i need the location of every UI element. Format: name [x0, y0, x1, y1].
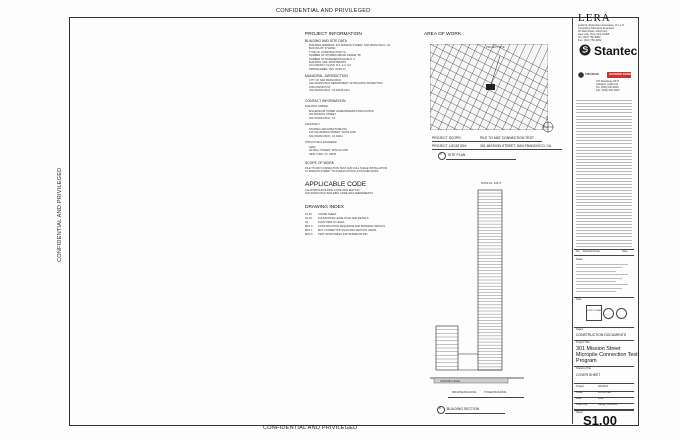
ruled-line [576, 137, 632, 138]
drawing-index-name: FOUNDATION LEVEL PLAN AND DETAILS [318, 217, 369, 220]
ruled-line [576, 156, 632, 157]
scope-line: AT MISSION STREET TO ASSESS INSTALLATION METHODS [305, 170, 379, 174]
architect-title: ARCHITECT [305, 123, 320, 126]
project-site-label: PROJECT SITE [486, 46, 505, 49]
seal-circle-1 [603, 308, 614, 319]
site-plan-title: SITE PLAN [448, 153, 466, 157]
ruled-line [576, 199, 632, 200]
ruled-line [576, 218, 632, 219]
structural-line: 40 WALL STREET, 50TH FLOOR [309, 149, 348, 153]
structural-title: STRUCTURAL ENGINEER [305, 141, 337, 144]
ruled-line [576, 153, 632, 154]
lera-address-line: 40 Wall Street, 23rd Floor [578, 29, 608, 33]
podium-outline [458, 354, 502, 370]
site-plan-title-rule [446, 159, 516, 160]
structural-line: NEW YORK, NY 10005 [309, 152, 337, 156]
titleblock-divider [572, 17, 573, 424]
owner-title: BUILDING OWNER [305, 105, 328, 108]
contact-title: CONTACT INFORMATION [305, 99, 346, 103]
ruled-line [576, 181, 632, 182]
revision-table-bottom [574, 255, 634, 256]
ruled-line [576, 209, 632, 210]
building-data-line: OCCUPANCY CLASS: R-2, A-3, S-2 [309, 64, 351, 68]
drawing-index-name: PLAN VIEW AT LEVEL [318, 221, 345, 224]
tower-label: TOWER BUILDING [484, 391, 507, 394]
ruled-line [576, 106, 632, 107]
seal-label: Seal [576, 298, 582, 301]
ruled-line [576, 202, 632, 203]
seal-circle-2 [616, 308, 627, 319]
structural-line: LERA [309, 146, 316, 149]
lera-address-line: Tel: (212) 750-9000 [578, 35, 601, 39]
notes-label: Notes [576, 258, 583, 261]
stantec-logo-text: Stantec [594, 44, 638, 58]
scope-title: SCOPE OF WORK [305, 161, 335, 165]
scope-line: PILE TO MAT CONNECTION TEST AND FULL SCALE INSTALLATION [305, 167, 388, 170]
ruled-line [576, 190, 632, 191]
partner-address-line: Oakland, California [596, 82, 619, 86]
note-text-line [576, 271, 616, 272]
north-label: N [546, 116, 548, 119]
owner-line: SAN FRANCISCO, CA [309, 116, 336, 120]
project-site-marker [486, 84, 495, 90]
note-text-line [576, 291, 616, 292]
site-plan-marker-label: A [440, 153, 442, 156]
ruled-line [576, 159, 632, 160]
status-value: CONSTRUCTION DOCUMENTS [576, 333, 627, 337]
building-data-line: TYPE OF CONSTRUCTION: IA [309, 50, 346, 54]
professional-seal-text: STRUCTURAL [587, 310, 602, 312]
midrise-label: MID-RISE BUILDING [452, 391, 477, 394]
ruled-line [576, 230, 632, 231]
ruled-line [576, 112, 632, 113]
lera-address-line: Fax: (212) 750-9002 [578, 38, 602, 42]
drawing-index-number: MP2.0 [305, 233, 313, 236]
building-data-line: BUILDING ADDRESS: 301 MISSION STREET, SAN FRANCISCO, CA [309, 44, 391, 47]
project-location-label: PROJECT LOCATION: [432, 144, 467, 148]
ruled-line [576, 109, 632, 110]
building-section-title: BUILDING SECTION [447, 407, 480, 411]
ruled-line [576, 178, 632, 179]
project-scope-value: PILE TO MAT CONNECTION TEST [480, 136, 534, 140]
confidential-banner-bottom: CONFIDENTIAL AND PRIVILEGED [263, 425, 358, 431]
meta-value: AS NOTED [598, 391, 612, 394]
note-text-line [576, 274, 628, 275]
building-data-line: BLOCK/LOT: 3719/001 [309, 47, 336, 51]
meta-top-rule [574, 383, 634, 384]
sheet-border [69, 17, 639, 426]
project-info-title: PROJECT INFORMATION [305, 32, 362, 37]
engineer-seal [586, 305, 602, 321]
treviicos-name: TREVIICOS [585, 73, 599, 76]
note-text-line [576, 264, 628, 265]
ruled-line [576, 212, 632, 213]
status-label: Status [576, 328, 584, 331]
meta-key: Project [576, 385, 585, 388]
ruled-line [576, 246, 632, 247]
note-text-line [576, 284, 628, 285]
ruled-line [576, 103, 632, 104]
meta-value: 2018 [598, 397, 604, 400]
meta-key: Scale [576, 391, 583, 394]
section-marker-label: B [439, 407, 441, 410]
stantec-logo-icon [579, 44, 591, 56]
ruled-line [576, 240, 632, 241]
drawing-title-value: COVER SHEET [576, 373, 601, 377]
lera-address-line: Leslie E. Robertson Associates, R.L.L.P. [578, 24, 625, 27]
meta-key: Drawn By [576, 403, 588, 406]
sheet-number-top-rule [574, 410, 634, 411]
partner-address-line: Fax: (000) 000-0000 [596, 88, 620, 92]
vicinity-map [430, 44, 548, 130]
owner-line: 301 MISSION STREET [309, 113, 336, 117]
meta-value: Design Reviewer [598, 403, 618, 406]
municipal-line: SAN FRANCISCO, CA 94103-2414 [309, 89, 350, 93]
project-title-line-2: Micropile Connection Test [576, 352, 638, 358]
ruled-line [576, 168, 632, 169]
ruled-line [576, 140, 632, 141]
sheet-number-label: Sheet [576, 411, 583, 414]
date-header: Date [622, 250, 628, 253]
ruled-line [576, 128, 632, 129]
architect-line: STANTEC ARCHITECTURE INC. [309, 128, 348, 131]
ruled-line [576, 227, 632, 228]
drawing-title-label: Drawing Title [576, 367, 591, 370]
building-section-drawing [428, 186, 528, 398]
lera-address-line: New York, New York 10005 [578, 32, 610, 36]
project-title-line-1: 301 Mission Street [576, 346, 621, 352]
architect-line: 100 CALIFORNIA STREET, SUITE 1000 [309, 131, 356, 135]
status-top-rule [574, 327, 634, 328]
code-line: CALIFORNIA BUILDING CODE 2016 EDITION [305, 189, 360, 192]
north-arrow-icon [541, 120, 555, 134]
ruled-line [576, 125, 632, 126]
meta-key: Date [576, 397, 582, 400]
confidential-banner-side: CONFIDENTIAL AND PRIVILEGED [57, 167, 63, 262]
ruled-line [576, 119, 632, 120]
drawing-index-number: S1.00 [305, 213, 312, 216]
drawing-index-name: COVER SHEET [318, 213, 337, 216]
project-title-line-3: Program [576, 358, 597, 364]
ruled-line [576, 233, 632, 234]
ruled-line [576, 171, 632, 172]
note-text-line [576, 288, 622, 289]
ruled-line [576, 243, 632, 244]
ruled-line [576, 193, 632, 194]
note-text-line [576, 281, 616, 282]
ruled-line [576, 196, 632, 197]
drawing-index-name: MAT CONNECTION PLAN AND SECTION VIEWS [318, 229, 377, 232]
building-data-line: SPRINKLERED: YES, NFPA 13 [309, 67, 346, 71]
note-text-line [576, 267, 622, 268]
ruled-line [576, 131, 632, 132]
municipal-line: 1660 MISSION ST [309, 85, 331, 89]
drawing-index-number: MP1.0 [305, 225, 313, 228]
ruled-line [576, 100, 632, 101]
ruled-line [576, 143, 632, 144]
area-of-work-title: AREA OF WORK [424, 32, 462, 37]
roof-label: ROOF EL. 645'-0" [481, 182, 502, 185]
section-title-rule [445, 413, 505, 414]
ruled-line [576, 162, 632, 163]
owner-line: MILLENNIUM TOWER HOMEOWNERS ASSOCIATION [309, 110, 374, 113]
drawing-index-number: S1.01 [305, 217, 312, 220]
scope-underline [432, 141, 542, 142]
note-text-line [576, 278, 622, 279]
municipal-line: SAN FRANCISCO DEPARTMENT OF BUILDING INSPECTION [309, 82, 383, 86]
seal-top-rule [574, 297, 634, 298]
ruled-line [576, 215, 632, 216]
revision-no-header: No. [576, 250, 581, 253]
building-data-title: BUILDING AND SITE DATA [305, 39, 347, 43]
ruled-line [576, 147, 632, 148]
drawing-index-name: CONSTRUCTION SEQUENCE AND MATERIAL DETAILS [318, 225, 385, 228]
building-data-line: NUMBER OF STORIES ABOVE GRADE: 58 [309, 54, 361, 58]
partner-address-line: 707 Broadway #677 [596, 80, 620, 83]
treviicos-logo-icon [578, 72, 584, 78]
ruled-line [576, 221, 632, 222]
code-line: SAN FRANCISCO BUILDING CODE 2016 AMENDMENTS [305, 192, 374, 196]
ruled-line [576, 122, 632, 123]
applicable-code-title: APPLICABLE CODE [305, 181, 367, 188]
location-underline [432, 149, 562, 150]
ruled-line [576, 205, 632, 206]
ruled-line [576, 165, 632, 166]
revision-header: Revision/Issue [583, 250, 600, 253]
project-scope-label: PROJECT SCOPE: [432, 136, 462, 140]
lera-logo: LERA [578, 12, 611, 24]
municipal-line: CITY OF SAN FRANCISCO [309, 79, 342, 82]
ruled-line [576, 224, 632, 225]
building-data-line: BUILDING USE: APARTMENTS [309, 61, 347, 64]
building-data-line: NUMBER OF BASEMENTS/LEVELS: 4 [309, 57, 355, 61]
ruled-line [576, 174, 632, 175]
municipal-title: MUNICIPAL JURISDICTION [305, 74, 348, 78]
ruled-line [576, 236, 632, 237]
partner-address-line: Tel: (000) 000-0000 [596, 85, 619, 89]
ruled-line [576, 150, 632, 151]
drawing-index-number: MP1.1 [305, 229, 313, 232]
ruled-line [576, 187, 632, 188]
project-location-value: 301 MISSION STREET, SAN FRANCISCO, CA [480, 144, 552, 148]
hayward-baker-name: HAYWARD BAKER [609, 73, 633, 76]
confidential-banner-top: CONFIDENTIAL AND PRIVILEGED [276, 8, 371, 14]
meta-value: 2016016 [598, 385, 609, 388]
drawing-index-number: S2 [305, 221, 309, 224]
ruled-line [576, 184, 632, 185]
drawing-index-title: DRAWING INDEX [305, 205, 344, 210]
lera-address-line: Consulting Structural Engineers [578, 26, 615, 30]
ruled-line [576, 134, 632, 135]
sheet-number: S1.00 [583, 413, 617, 428]
drawing-index-name: TEST MONITORING INSTRUMENTATION [318, 233, 368, 236]
architect-line: SAN FRANCISCO, CA 94111 [309, 134, 343, 138]
grade-label: GROUND LEVEL [440, 380, 461, 383]
project-title-label: Project Title [576, 341, 590, 344]
ruled-line [576, 116, 632, 117]
